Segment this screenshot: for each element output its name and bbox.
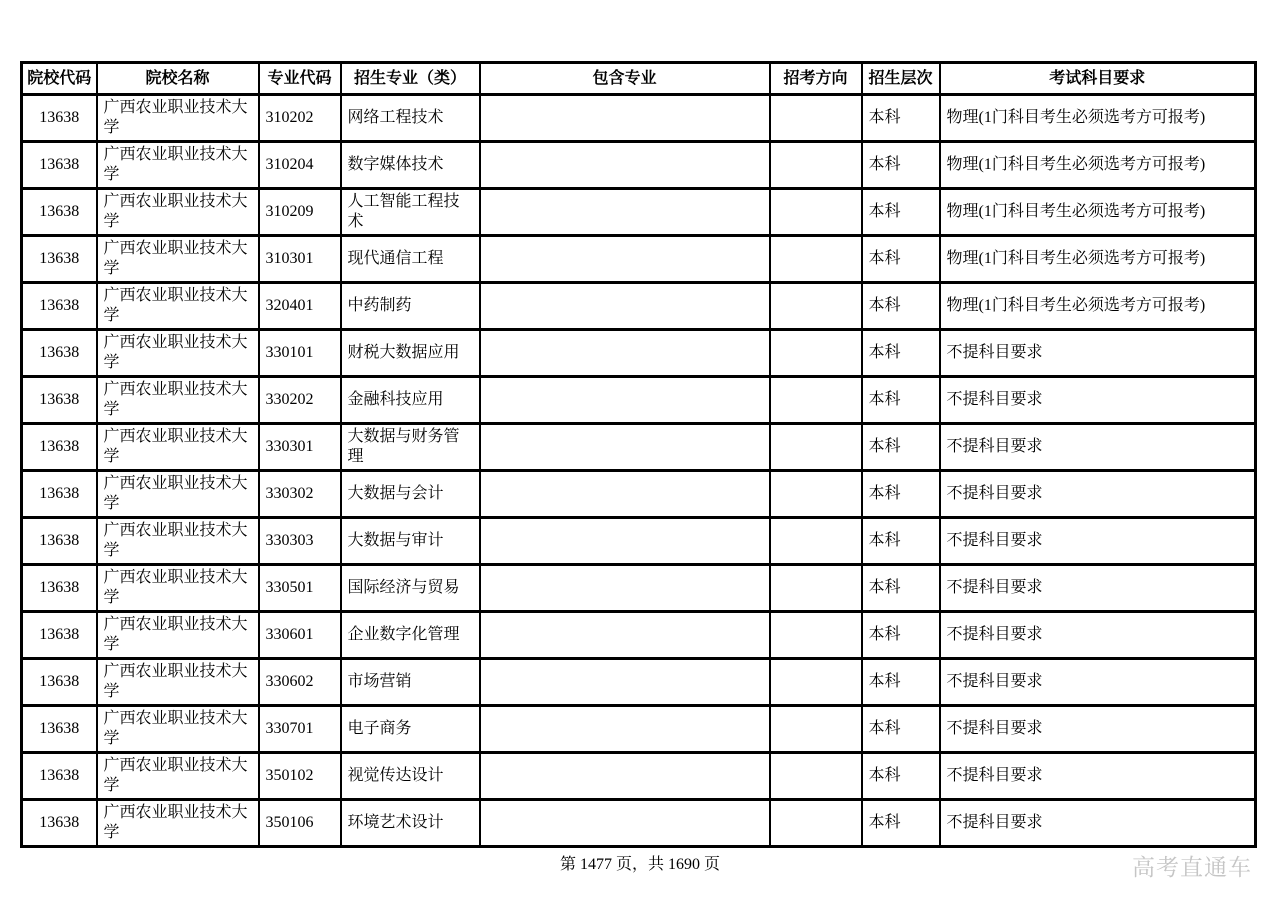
cell-direction [770, 424, 862, 471]
cell-major: 数字媒体技术 [341, 142, 480, 189]
table-row [22, 706, 1256, 753]
cell-school-code: 13638 [22, 706, 97, 753]
cell-major-code: 320401 [259, 283, 341, 330]
cell-major: 环境艺术设计 [341, 800, 480, 847]
table-row [22, 377, 1256, 424]
cell-included-majors [480, 706, 770, 753]
cell-major-code: 330101 [259, 330, 341, 377]
cell-school-name: 广西农业职业技术大学 [97, 95, 259, 142]
cell-school-code: 13638 [22, 612, 97, 659]
cell-direction [770, 283, 862, 330]
cell-school-name: 广西农业职业技术大学 [97, 565, 259, 612]
cell-school-name: 广西农业职业技术大学 [97, 424, 259, 471]
cell-school-name: 广西农业职业技术大学 [97, 612, 259, 659]
cell-subject-requirement: 不提科目要求 [940, 471, 1256, 518]
cell-major: 现代通信工程 [341, 236, 480, 283]
cell-included-majors [480, 471, 770, 518]
cell-major: 网络工程技术 [341, 95, 480, 142]
table-row [22, 612, 1256, 659]
cell-major-code: 330501 [259, 565, 341, 612]
cell-level: 本科 [862, 424, 940, 471]
table-row [22, 424, 1256, 471]
cell-level: 本科 [862, 236, 940, 283]
cell-major-code: 310209 [259, 189, 341, 236]
table-row [22, 518, 1256, 565]
cell-subject-requirement: 不提科目要求 [940, 377, 1256, 424]
cell-direction [770, 236, 862, 283]
cell-major: 人工智能工程技术 [341, 189, 480, 236]
cell-level: 本科 [862, 330, 940, 377]
cell-level: 本科 [862, 471, 940, 518]
column-header-school-code: 院校代码 [22, 63, 97, 95]
cell-direction [770, 95, 862, 142]
cell-subject-requirement: 不提科目要求 [940, 753, 1256, 800]
cell-direction [770, 659, 862, 706]
cell-included-majors [480, 330, 770, 377]
cell-level: 本科 [862, 800, 940, 847]
cell-included-majors [480, 612, 770, 659]
cell-level: 本科 [862, 283, 940, 330]
cell-direction [770, 377, 862, 424]
column-header-school-name: 院校名称 [97, 63, 259, 95]
cell-school-code: 13638 [22, 753, 97, 800]
cell-school-code: 13638 [22, 471, 97, 518]
cell-school-name: 广西农业职业技术大学 [97, 659, 259, 706]
cell-subject-requirement: 物理(1门科目考生必须选考方可报考) [940, 189, 1256, 236]
table-row [22, 95, 1256, 142]
cell-direction [770, 471, 862, 518]
cell-major: 大数据与财务管理 [341, 424, 480, 471]
header-row [22, 63, 1256, 95]
cell-school-name: 广西农业职业技术大学 [97, 330, 259, 377]
cell-school-code: 13638 [22, 95, 97, 142]
cell-direction [770, 800, 862, 847]
cell-school-code: 13638 [22, 518, 97, 565]
cell-major-code: 330301 [259, 424, 341, 471]
cell-major-code: 330302 [259, 471, 341, 518]
cell-level: 本科 [862, 706, 940, 753]
cell-major-code: 350106 [259, 800, 341, 847]
cell-school-name: 广西农业职业技术大学 [97, 471, 259, 518]
cell-direction [770, 706, 862, 753]
cell-included-majors [480, 377, 770, 424]
cell-major-code: 330303 [259, 518, 341, 565]
cell-included-majors [480, 236, 770, 283]
page-indicator: 第 1477 页，共 1690 页 [559, 856, 720, 873]
cell-school-name: 广西农业职业技术大学 [97, 236, 259, 283]
cell-subject-requirement: 不提科目要求 [940, 706, 1256, 753]
cell-school-code: 13638 [22, 330, 97, 377]
cell-included-majors [480, 753, 770, 800]
cell-level: 本科 [862, 565, 940, 612]
cell-subject-requirement: 不提科目要求 [940, 800, 1256, 847]
cell-school-code: 13638 [22, 283, 97, 330]
cell-included-majors [480, 95, 770, 142]
cell-level: 本科 [862, 95, 940, 142]
cell-subject-requirement: 不提科目要求 [940, 612, 1256, 659]
cell-level: 本科 [862, 377, 940, 424]
cell-major-code: 310301 [259, 236, 341, 283]
table-row [22, 753, 1256, 800]
cell-subject-requirement: 物理(1门科目考生必须选考方可报考) [940, 142, 1256, 189]
cell-major-code: 350102 [259, 753, 341, 800]
table-row [22, 659, 1256, 706]
cell-level: 本科 [862, 612, 940, 659]
column-header-major-code: 专业代码 [259, 63, 341, 95]
column-header-included-majors: 包含专业 [480, 63, 770, 95]
cell-school-code: 13638 [22, 142, 97, 189]
cell-school-code: 13638 [22, 236, 97, 283]
cell-major: 市场营销 [341, 659, 480, 706]
table-row [22, 471, 1256, 518]
cell-school-code: 13638 [22, 565, 97, 612]
column-header-level: 招生层次 [862, 63, 940, 95]
cell-major: 企业数字化管理 [341, 612, 480, 659]
cell-major-code: 330602 [259, 659, 341, 706]
cell-direction [770, 612, 862, 659]
cell-included-majors [480, 424, 770, 471]
cell-included-majors [480, 659, 770, 706]
table-row [22, 800, 1256, 847]
cell-included-majors [480, 189, 770, 236]
cell-school-code: 13638 [22, 659, 97, 706]
cell-major-code: 330701 [259, 706, 341, 753]
column-header-direction: 招考方向 [770, 63, 862, 95]
cell-major: 中药制药 [341, 283, 480, 330]
cell-direction [770, 142, 862, 189]
cell-level: 本科 [862, 518, 940, 565]
cell-level: 本科 [862, 189, 940, 236]
cell-major-code: 310202 [259, 95, 341, 142]
cell-school-name: 广西农业职业技术大学 [97, 706, 259, 753]
cell-major: 大数据与会计 [341, 471, 480, 518]
watermark: 高考直通车 [1132, 855, 1252, 880]
cell-school-name: 广西农业职业技术大学 [97, 518, 259, 565]
column-header-major: 招生专业（类） [341, 63, 480, 95]
cell-major-code: 310204 [259, 142, 341, 189]
cell-school-name: 广西农业职业技术大学 [97, 753, 259, 800]
table-row [22, 189, 1256, 236]
cell-school-code: 13638 [22, 424, 97, 471]
cell-school-name: 广西农业职业技术大学 [97, 800, 259, 847]
cell-subject-requirement: 不提科目要求 [940, 659, 1256, 706]
cell-school-name: 广西农业职业技术大学 [97, 189, 259, 236]
table-row [22, 330, 1256, 377]
cell-school-code: 13638 [22, 189, 97, 236]
cell-major: 大数据与审计 [341, 518, 480, 565]
cell-subject-requirement: 不提科目要求 [940, 518, 1256, 565]
cell-level: 本科 [862, 142, 940, 189]
cell-subject-requirement: 物理(1门科目考生必须选考方可报考) [940, 236, 1256, 283]
cell-subject-requirement: 物理(1门科目考生必须选考方可报考) [940, 95, 1256, 142]
table-row [22, 236, 1256, 283]
cell-included-majors [480, 518, 770, 565]
cell-major: 国际经济与贸易 [341, 565, 480, 612]
cell-subject-requirement: 不提科目要求 [940, 330, 1256, 377]
cell-subject-requirement: 物理(1门科目考生必须选考方可报考) [940, 283, 1256, 330]
cell-included-majors [480, 800, 770, 847]
table-row [22, 283, 1256, 330]
table-row [22, 142, 1256, 189]
cell-level: 本科 [862, 659, 940, 706]
cell-school-name: 广西农业职业技术大学 [97, 283, 259, 330]
cell-major: 视觉传达设计 [341, 753, 480, 800]
cell-major: 电子商务 [341, 706, 480, 753]
cell-major: 财税大数据应用 [341, 330, 480, 377]
cell-direction [770, 565, 862, 612]
cell-subject-requirement: 不提科目要求 [940, 424, 1256, 471]
column-header-subject-requirement: 考试科目要求 [940, 63, 1256, 95]
cell-included-majors [480, 142, 770, 189]
cell-school-name: 广西农业职业技术大学 [97, 377, 259, 424]
cell-direction [770, 330, 862, 377]
cell-major-code: 330202 [259, 377, 341, 424]
cell-level: 本科 [862, 753, 940, 800]
cell-subject-requirement: 不提科目要求 [940, 565, 1256, 612]
cell-major-code: 330601 [259, 612, 341, 659]
cell-direction [770, 518, 862, 565]
cell-major: 金融科技应用 [341, 377, 480, 424]
cell-direction [770, 753, 862, 800]
cell-school-code: 13638 [22, 800, 97, 847]
cell-school-name: 广西农业职业技术大学 [97, 142, 259, 189]
admissions-table [20, 61, 1257, 848]
footer [0, 849, 1280, 889]
cell-included-majors [480, 565, 770, 612]
table-body [22, 95, 1256, 847]
table-row [22, 565, 1256, 612]
cell-included-majors [480, 283, 770, 330]
cell-school-code: 13638 [22, 377, 97, 424]
cell-direction [770, 189, 862, 236]
